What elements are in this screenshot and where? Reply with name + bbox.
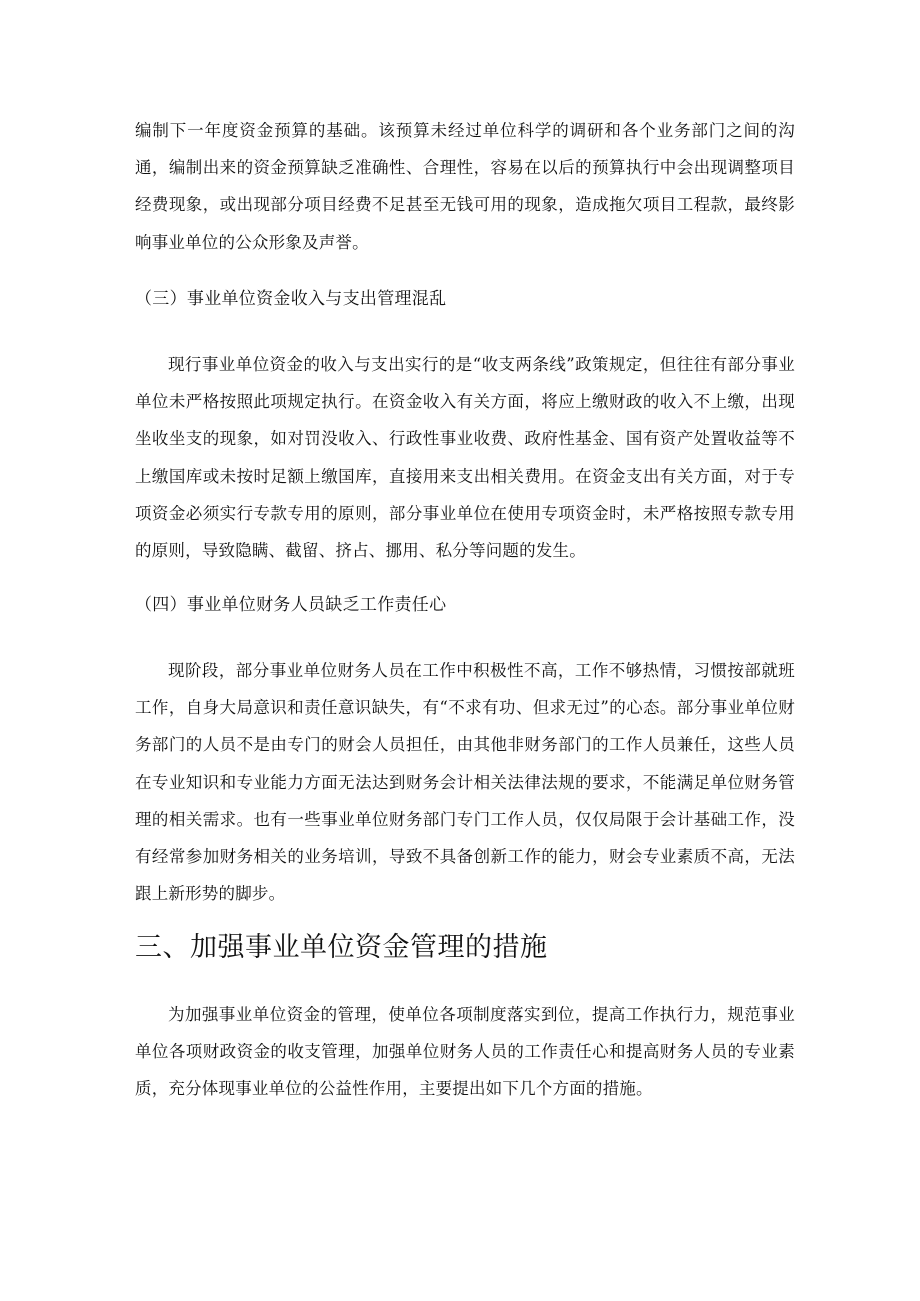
section-title-measures: 三、加强事业单位资金管理的措施: [135, 932, 548, 963]
subheading-staff-responsibility: （四）事业单位财务人员缺乏工作责任心: [135, 595, 447, 615]
paragraph-measures-intro: 为加强事业单位资金的管理，使单位各项制度落实到位，提高工作执行力，规范事业单位各项财政资金的收支管理，加强单位财务人员的工作责任心和提高财务人员的专业素质，充分体现事业单位的公益性作用，主要提出如下几个方面的措施。: [135, 1005, 795, 1099]
paragraph-staff-responsibility: 现阶段，部分事业单位财务人员在工作中积极性不高，工作不够热情，习惯按部就班工作，自身大局意识和责任意识缺失，有“不求有功、但求无过”的心态。部分事业单位财务部门的人员不是由专门的财会人员担任，由其他非财务部门的工作人员兼任，这些人员在专业知识和专业能力方面无法达到财务会计相关法律法规的要求，不能满足单位财务管理的相关需求。也有一些事业单位财务部门专门工作人员，仅仅局限于会计基础工作，没有经常参加财务相关的业务培训，导致不具备创新工作的能力，财会专业素质不高，无法跟上新形势的脚步。: [135, 661, 795, 904]
paragraph-income-expenditure: 现行事业单位资金的收入与支出实行的是“收支两条线”政策规定，但往往有部分事业单位未严格按照此项规定执行。在资金收入有关方面，将应上缴财政的收入不上缴，出现坐收坐支的现象，如对罚没收入、行政性事业收费、政府性基金、国有资产处置收益等不上缴国库或未按时足额上缴国库，直接用来支出相关费用。在资金支出有关方面，对于专项资金必须实行专款专用的原则，部分事业单位在使用专项资金时，未严格按照专款专用的原则，导致隐瞒、截留、挤占、挪用、私分等问题的发生。: [135, 355, 795, 561]
paragraph-budget-continuation: 编制下一年度资金预算的基础。该预算未经过单位科学的调研和各个业务部门之间的沟通，编制出来的资金预算缺乏准确性、合理性，容易在以后的预算执行中会出现调整项目经费现象，或出现部分项目经费不足甚至无钱可用的现象，造成拖欠项目工程款，最终影响事业单位的公众形象及声誉。: [135, 121, 795, 252]
subheading-income-expenditure: （三）事业单位资金收入与支出管理混乱: [135, 289, 447, 309]
